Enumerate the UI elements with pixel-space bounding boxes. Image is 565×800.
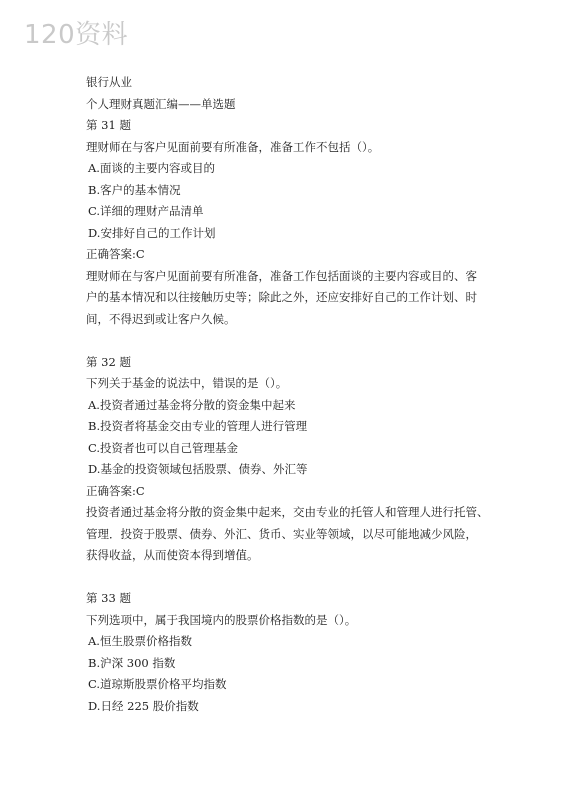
spacer xyxy=(86,330,496,352)
question-block xyxy=(86,352,496,567)
option-c: C.详细的理财产品清单 xyxy=(88,204,204,218)
option-a: A.面谈的主要内容或目的 xyxy=(88,161,215,175)
option-d: D.日经 225 股价指数 xyxy=(88,698,199,713)
explanation-line: 理财师在与客户见面前要有所准备，准备工作包括面谈的主要内容或目的、客 xyxy=(86,268,477,283)
correct-answer: 正确答案:C xyxy=(86,247,145,261)
explanation-line: 投资者通过基金将分散的资金集中起来，交由专业的托管人和管理人进行托管、 xyxy=(86,505,489,519)
question-stem: 下列关于基金的说法中，错误的是（）。 xyxy=(86,376,288,390)
option-d: D.基金的投资领域包括股票、债券、外汇等 xyxy=(88,462,308,476)
option-c: C.投资者也可以自己管理基金 xyxy=(88,440,239,455)
document-category: 银行从业 xyxy=(86,75,132,89)
document-body xyxy=(86,72,496,717)
option-a: A.投资者通过基金将分散的资金集中起来 xyxy=(88,397,296,412)
document-title: 个人理财真题汇编——单选题 xyxy=(86,96,236,111)
question-block xyxy=(86,588,496,717)
question-number: 第 33 题 xyxy=(86,591,131,605)
option-b: B.客户的基本情况 xyxy=(88,182,181,197)
question-block xyxy=(86,115,496,330)
explanation-line: 户的基本情况和以往接触历史等；除此之外，还应安排好自己的工作计划、时 xyxy=(86,290,477,304)
option-b: B.沪深 300 指数 xyxy=(88,655,176,670)
question-number: 第 32 题 xyxy=(86,354,131,369)
question-stem: 理财师在与客户见面前要有所准备，准备工作不包括（）。 xyxy=(86,139,380,154)
spacer xyxy=(86,567,496,589)
explanation-line: 获得收益，从而使资本得到增值。 xyxy=(86,548,259,562)
question-stem: 下列选项中，属于我国境内的股票价格指数的是（）。 xyxy=(86,612,357,627)
option-c: C.道琼斯股票价格平均指数 xyxy=(88,677,227,691)
option-b: B.投资者将基金交由专业的管理人进行管理 xyxy=(88,419,308,433)
option-a: A.恒生股票价格指数 xyxy=(88,634,192,648)
question-number: 第 31 题 xyxy=(86,118,131,132)
explanation-line: 间，不得迟到或让客户久候。 xyxy=(86,311,236,326)
watermark-logo: 120资料 xyxy=(24,20,129,50)
option-d: D.安排好自己的工作计划 xyxy=(88,225,216,240)
correct-answer: 正确答案:C xyxy=(86,483,145,498)
explanation-line: 管理．投资于股票、债券、外汇、货币、实业等领域，以尽可能地减少风险， xyxy=(86,526,477,541)
